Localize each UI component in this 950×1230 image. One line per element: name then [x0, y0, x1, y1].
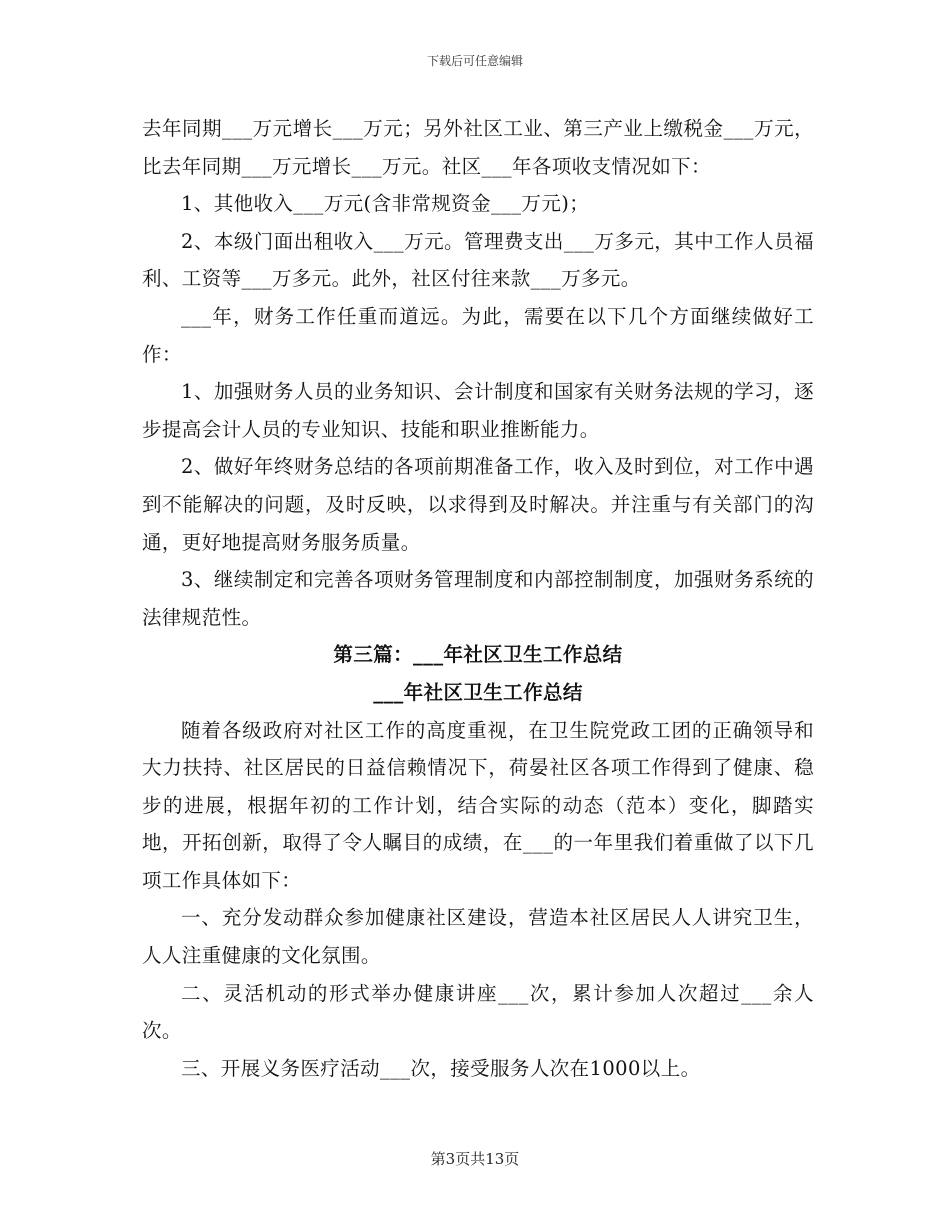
paragraph-income-comparison: 去年同期___万元增长___万元；另外社区工业、第三产业上缴税金___万元，比去年同期___万元增长___万元。社区___年各项收支情况如下：	[142, 117, 814, 178]
section-subtitle: ___年社区卫生工作总结	[373, 680, 583, 704]
paragraph-health-item-1: 一、充分发动群众参加健康社区建设，营造本社区居民人人讲究卫生，人人注重健康的文化氛围。	[142, 906, 814, 968]
paragraph-item-3: 3、继续制定和完善各项财务管理制度和内部控制制度，加强财务系统的法律规范性。	[142, 568, 814, 629]
section-title: 第三篇：___年社区卫生工作总结	[333, 643, 623, 667]
paragraph-item-1: 1、加强财务人员的业务知识、会计制度和国家有关财务法规的学习，逐步提高会计人员的专业知识、技能和职业推断能力。	[142, 380, 814, 441]
paragraph-health-item-3: 三、开展义务医疗活动___次，接受服务人次在1000以上。	[181, 1056, 701, 1080]
paragraph-health-item-2: 二、灵活机动的形式举办健康讲座___次，累计参加人次超过___余人次。	[142, 981, 814, 1043]
page-header-note: 下载后可任意编辑	[426, 54, 523, 68]
paragraph-health-intro: 随着各级政府对社区工作的高度重视，在卫生院党政工团的正确领导和大力扶持、社区居民的日益信赖情况下，荷晏社区各项工作得到了健康、稳步的进展，根据年初的工作计划，结合实际的动态（范本）变化，脚踏实地，开拓创新，取得了令人瞩目的成绩，在___的一年里我们着重做了以下几项工作具体如下：	[142, 718, 814, 892]
paragraph-finance-outlook: ___年，财务工作任重而道远。为此，需要在以下几个方面继续做好工作：	[142, 304, 814, 366]
paragraph-rental-income: 2、本级门面出租收入___万元。管理费支出___万多元，其中工作人员福利、工资等___万多元。此外，社区付往来款___万多元。	[142, 229, 814, 291]
paragraph-item-2: 2、做好年终财务总结的各项前期准备工作，收入及时到位，对工作中遇到不能解决的问题，及时反映，以求得到及时解决。并注重与有关部门的沟通，更好地提高财务服务质量。	[142, 455, 814, 554]
page-number: 第3页共13页	[430, 1150, 520, 1168]
paragraph-other-income: 1、其他收入___万元(含非常规资金___万元)；	[181, 192, 590, 216]
document-body	[142, 110, 814, 1087]
